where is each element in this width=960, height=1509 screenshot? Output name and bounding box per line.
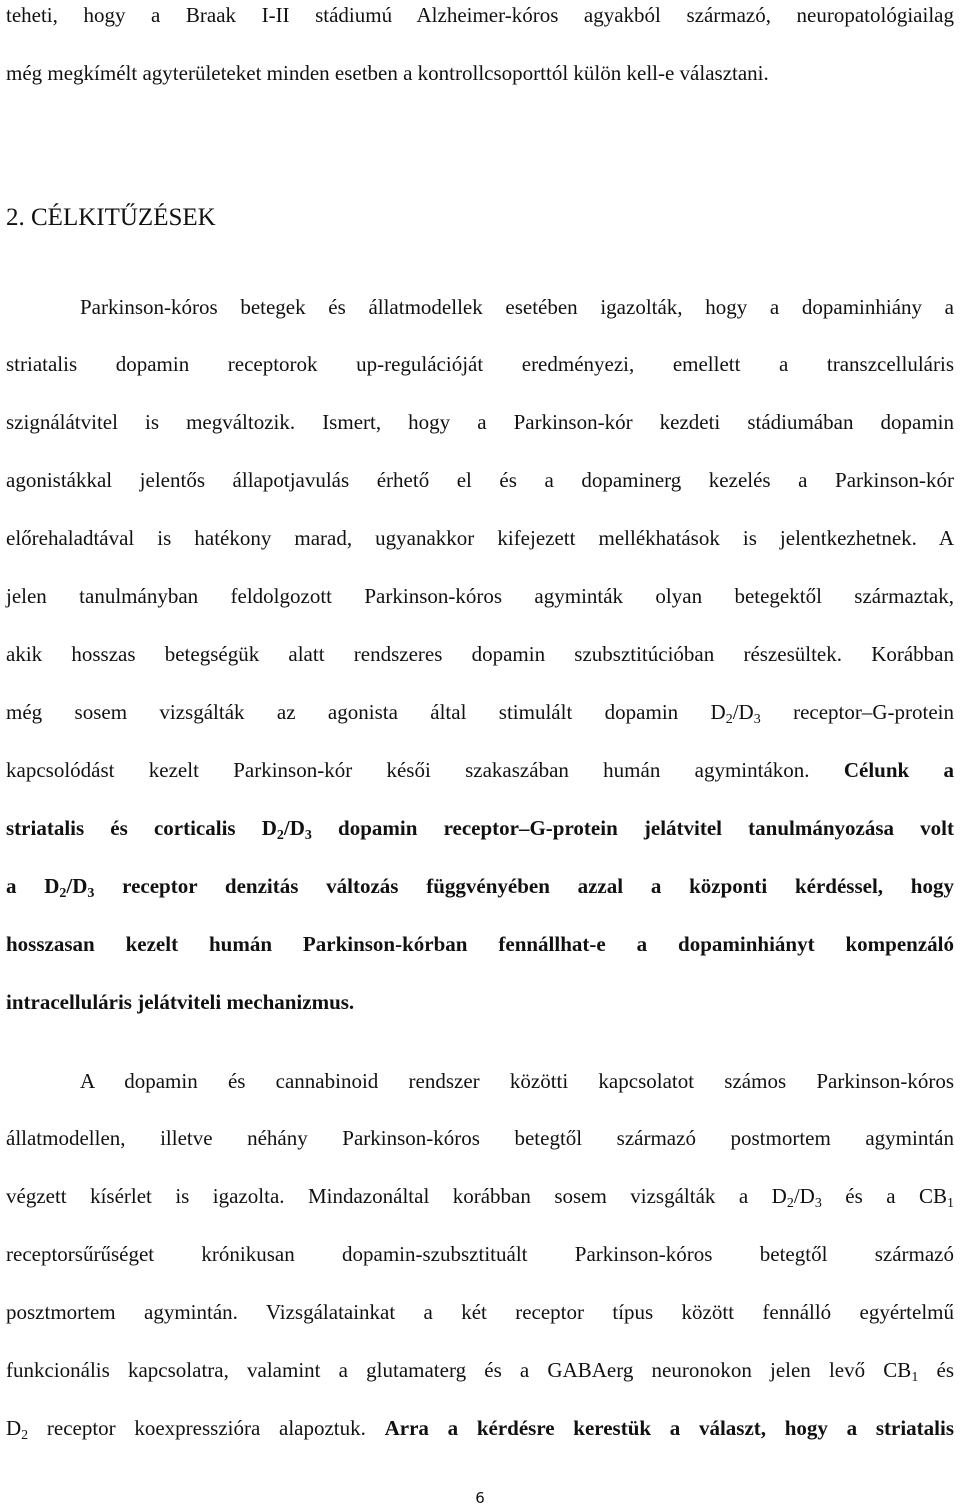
text-line: akik hosszas betegségük alatt rendszeres dopamin szubsztitúcióban részesültek. Korábban (6, 642, 954, 666)
text-line: teheti, hogy a Braak I-II stádiumú Alzheimer-kóros agyakból származó, neuropatológiailag (6, 3, 954, 27)
text-line: végzett kísérlet is igazolta. Mindazonáltal korábban sosem vizsgálták a $D_2/D_3$ és a $CB_1$ (6, 1184, 955, 1211)
text-line: funkcionális kapcsolatra, valamint a glutamaterg és a GABAerg neuronokon jelen levő $CB_1$ és (6, 1358, 954, 1385)
emphasis-line: a $D_2/D_3$ receptor denzitás változás függvényében azzal a központi kérdéssel, hogy (6, 874, 954, 901)
emphasis-line: hosszasan kezelt humán Parkinson-kórban fennállhat-e a dopaminhiányt kompenzáló (6, 932, 954, 956)
text-line: $D_2$ receptor koexpresszióra alapoztuk. Arra a kérdésre kerestük a választ, hogy a striatalis (6, 1416, 954, 1443)
text-line: még megkímélt agyterületeket minden esetben a kontrollcsoporttól külön kell-e választani. (6, 61, 769, 85)
paragraph-first-line: Parkinson-kóros betegek és állatmodellek esetében igazolták, hogy a dopaminhiány a (80, 295, 954, 319)
emphasis: Célunk a (843, 758, 955, 782)
page-number: 6 (475, 1489, 485, 1507)
emphasis-line: striatalis és corticalis $D_2/D_3$ dopamin receptor–G-protein jelátvitel tanulmányozása volt (6, 816, 954, 843)
section-heading: 2. CÉLKITŰZÉSEK (6, 204, 216, 231)
text-line: szignálátvitel is megváltozik. Ismert, hogy a Parkinson-kór kezdeti stádiumában dopamin (6, 410, 954, 434)
text-line: receptorsűrűséget krónikusan dopamin-szubsztituált Parkinson-kóros betegtől származó (6, 1242, 954, 1266)
paragraph-first-line: A dopamin és cannabinoid rendszer közötti kapcsolatot számos Parkinson-kóros (80, 1069, 954, 1093)
text-line: kapcsolódást kezelt Parkinson-kór késői szakaszában humán agymintákon. Célunk a (6, 758, 955, 782)
text-line: állatmodellen, illetve néhány Parkinson-kóros betegtől származó postmortem agymintán (6, 1126, 954, 1150)
text-line: striatalis dopamin receptorok up-regulációját eredményezi, emellett a transzcelluláris (6, 352, 954, 376)
text-line: előrehaladtával is hatékony marad, ugyanakkor kifejezett mellékhatások is jelentkezhetnek. A (6, 526, 954, 550)
text-line: jelen tanulmányban feldolgozott Parkinson-kóros agyminták olyan betegektől származtak, (6, 584, 954, 608)
text-line: még sosem vizsgálták az agonista által stimulált dopamin $D_2/D_3$ receptor–G-protein (6, 700, 954, 727)
emphasis-line: intracelluláris jelátviteli mechanizmus. (6, 990, 355, 1014)
text-line: agonistákkal jelentős állapotjavulás érhető el és a dopaminerg kezelés a Parkinson-kór (6, 468, 954, 492)
emphasis: Arra a kérdésre kerestük a választ, hogy a striatalis (384, 1416, 954, 1440)
text-line: posztmortem agymintán. Vizsgálatainkat a két receptor típus között fennálló egyértelmű (6, 1300, 954, 1324)
